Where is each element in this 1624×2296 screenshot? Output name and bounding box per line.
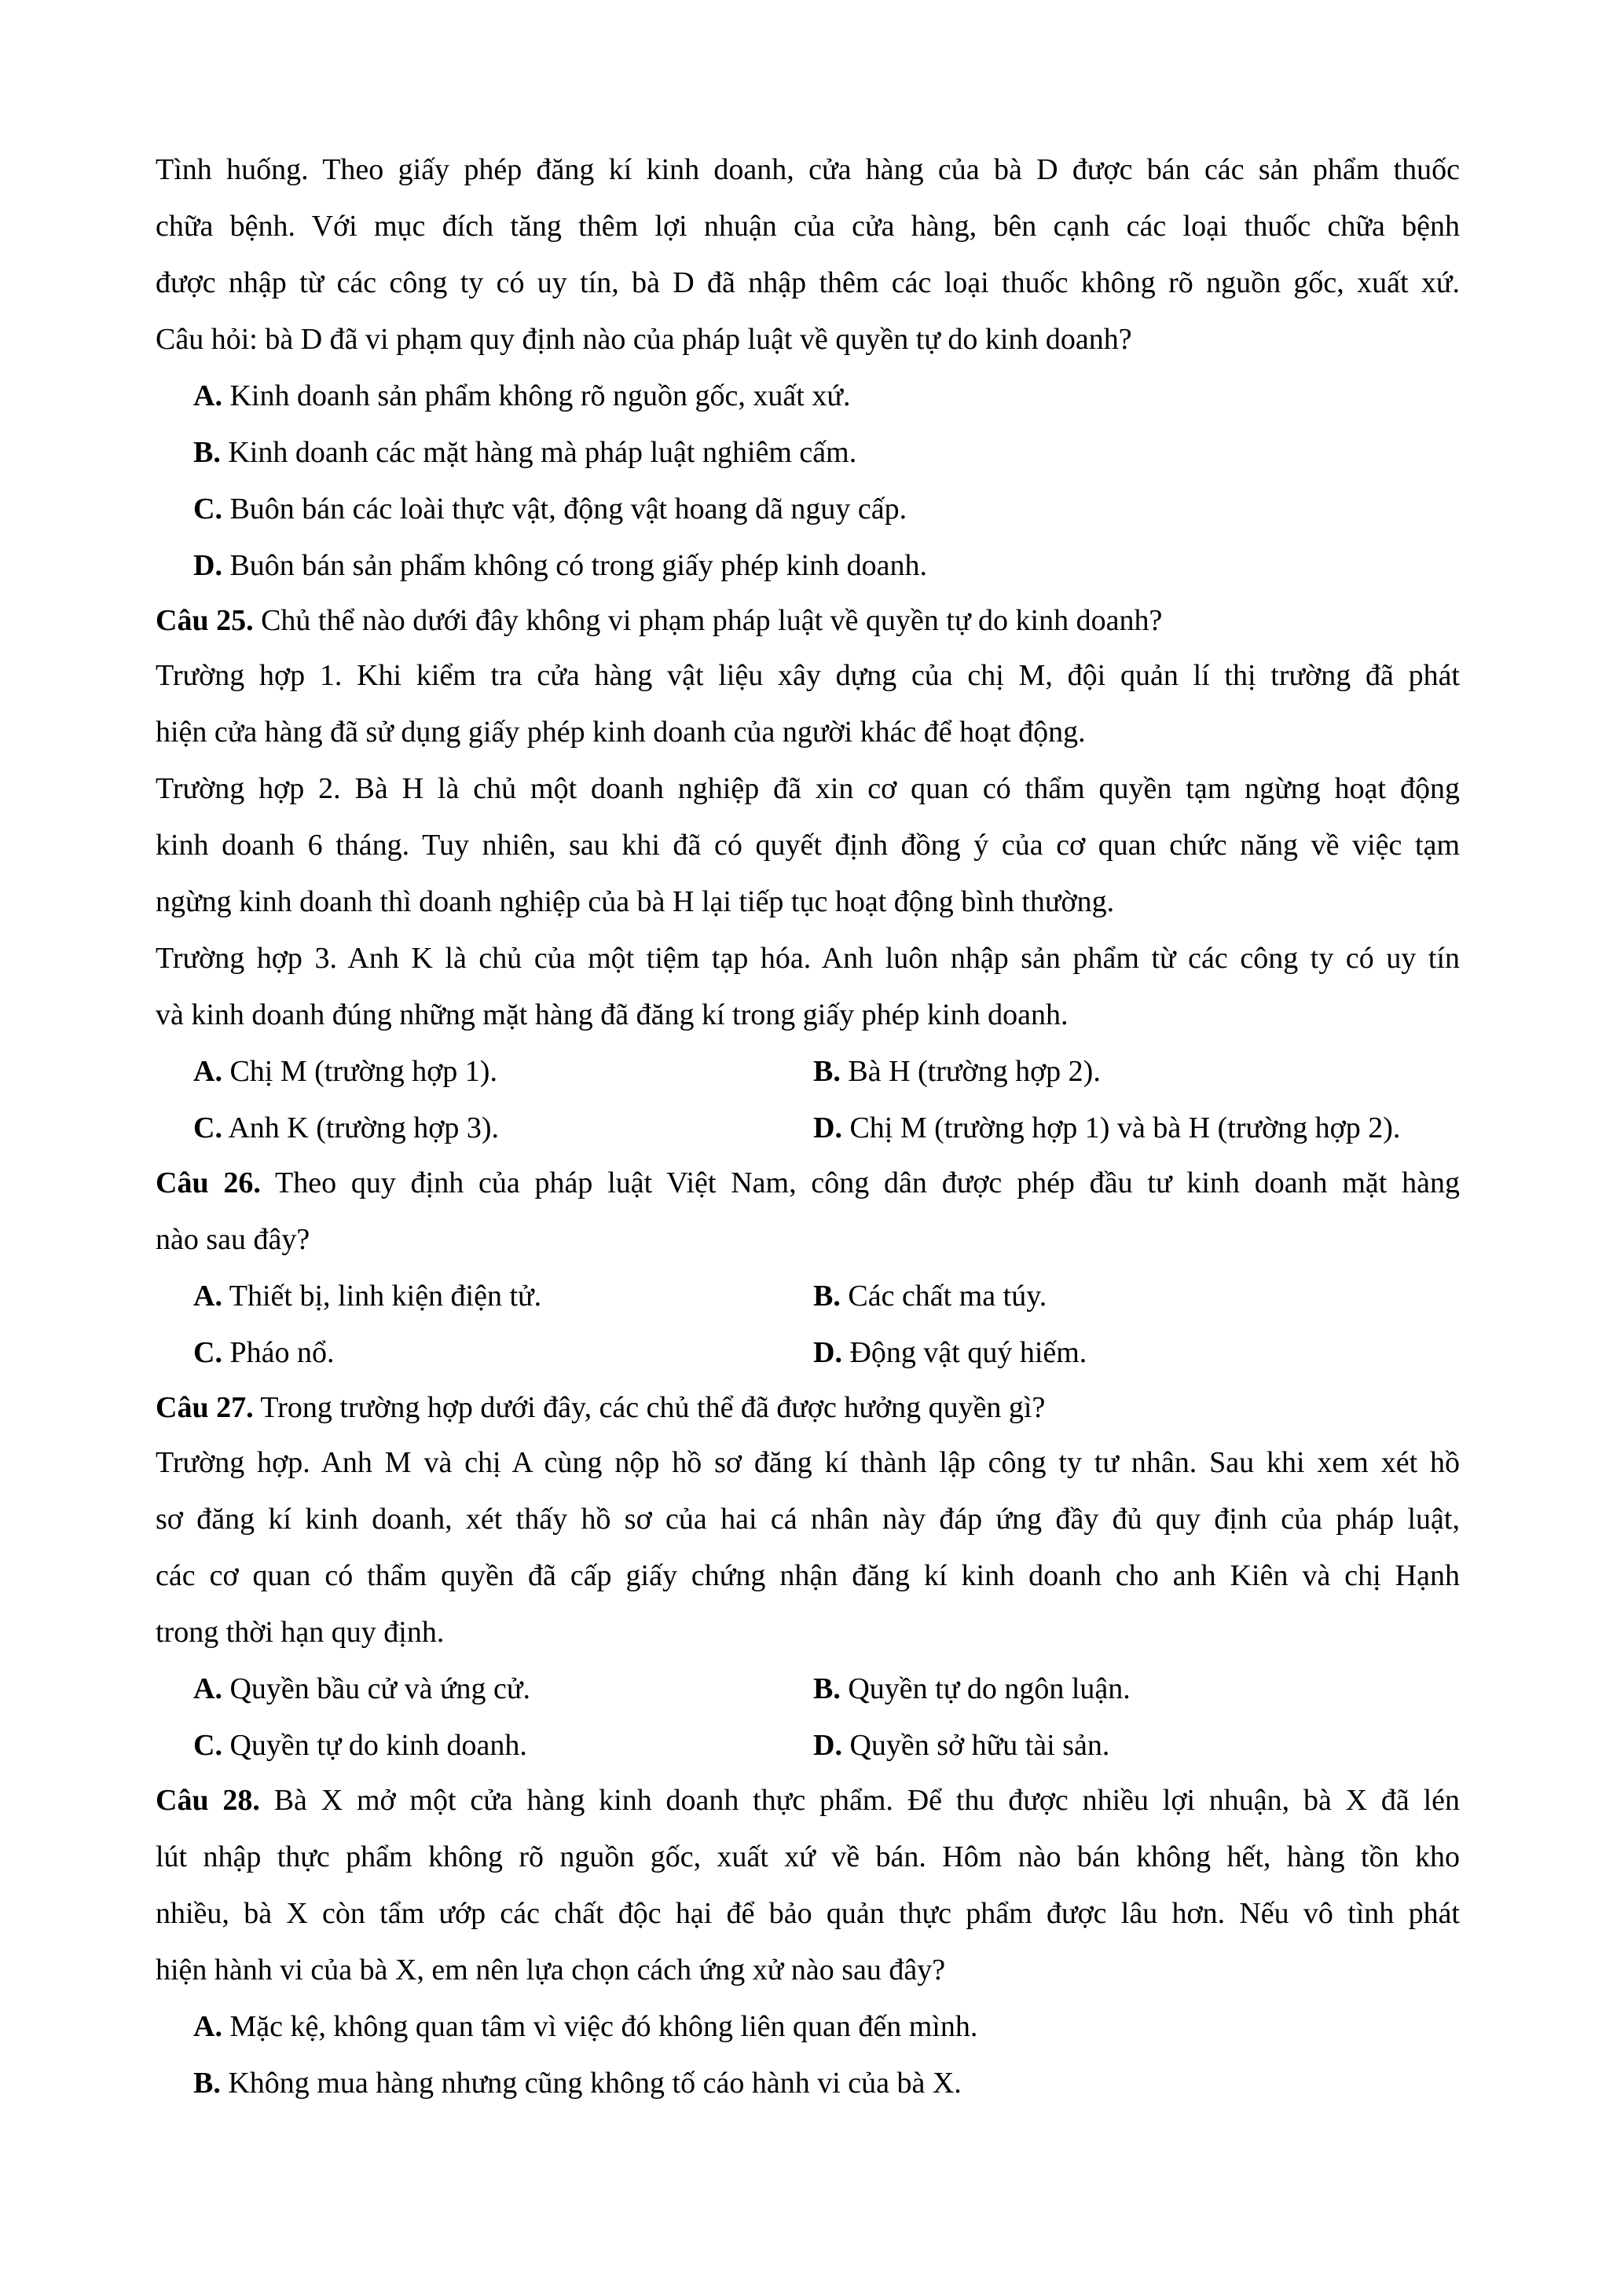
- question-text: lút nhập thực phẩm không rõ nguồn gốc, xuất xứ về bán. Hôm nào bán không hết, hàng tồn kho: [156, 1840, 1460, 1873]
- answer-option-a: A. Mặc kệ, không quan tâm vì việc đó không liên quan đến mình.: [193, 2010, 978, 2043]
- answer-option-c: C. Quyền tự do kinh doanh.: [193, 1729, 527, 1762]
- case-line: kinh doanh 6 tháng. Tuy nhiên, sau khi đã có quyết định đồng ý của cơ quan chức năng về việc tạm: [156, 829, 1460, 862]
- answer-option-a: A. Chị M (trường hợp 1).: [193, 1055, 497, 1088]
- case-line: ngừng kinh doanh thì doanh nghiệp của bà H lại tiếp tục hoạt động bình thường.: [156, 885, 1115, 918]
- answer-option-d: D. Chị M (trường hợp 1) và bà H (trường hợp 2).: [813, 1111, 1401, 1144]
- situation-line: Tình huống. Theo giấy phép đăng kí kinh doanh, cửa hàng của bà D được bán các sản phẩm thuốc: [156, 153, 1460, 186]
- question-text: nhiều, bà X còn tẩm ướp các chất độc hại để bảo quản thực phẩm được lâu hơn. Nếu vô tình phát: [156, 1897, 1460, 1930]
- question-label: Câu 27.: [156, 1391, 254, 1424]
- answer-option-c: C. Anh K (trường hợp 3).: [193, 1111, 500, 1144]
- situation-line: chữa bệnh. Với mục đích tăng thêm lợi nhuận của cửa hàng, bên cạnh các loại thuốc chữa bệnh: [156, 210, 1460, 243]
- answer-option-a: A. Quyền bầu cử và ứng cử.: [193, 1672, 531, 1705]
- question-text: hiện hành vi của bà X, em nên lựa chọn cách ứng xử nào sau đây?: [156, 1954, 946, 1987]
- question-label: Câu 26.: [156, 1166, 261, 1199]
- question-text: nào sau đây?: [156, 1223, 310, 1256]
- case-line: trong thời hạn quy định.: [156, 1616, 445, 1649]
- case-line: Trường hợp 1. Khi kiểm tra cửa hàng vật liệu xây dựng của chị M, đội quản lí thị trường đã phát: [156, 659, 1460, 692]
- answer-option-a: A. Thiết bị, linh kiện điện tử.: [193, 1280, 542, 1313]
- case-line: các cơ quan có thẩm quyền đã cấp giấy chứng nhận đăng kí kinh doanh cho anh Kiên và chị Hạnh: [156, 1559, 1460, 1592]
- question-27: Câu 27. Trong trường hợp dưới đây, các chủ thể đã được hưởng quyền gì?: [156, 1391, 1046, 1424]
- question-28: Câu 28. Bà X mở một cửa hàng kinh doanh thực phẩm. Để thu được nhiều lợi nhuận, bà X đã lén: [156, 1784, 1460, 1817]
- answer-option-d: D. Động vật quý hiếm.: [813, 1336, 1087, 1369]
- question-text: Câu hỏi: bà D đã vi phạm quy định nào của pháp luật về quyền tự do kinh doanh?: [156, 323, 1132, 356]
- case-line: Trường hợp. Anh M và chị A cùng nộp hồ sơ đăng kí thành lập công ty tư nhân. Sau khi xem xét hồ: [156, 1446, 1460, 1479]
- situation-line: được nhập từ các công ty có uy tín, bà D đã nhập thêm các loại thuốc không rõ nguồn gốc, xuất xứ.: [156, 266, 1460, 299]
- case-line: Trường hợp 2. Bà H là chủ một doanh nghiệp đã xin cơ quan có thẩm quyền tạm ngừng hoạt động: [156, 772, 1460, 805]
- case-line: sơ đăng kí kinh doanh, xét thấy hồ sơ của hai cá nhân này đáp ứng đầy đủ quy định của pháp luật,: [156, 1503, 1460, 1536]
- case-line: hiện cửa hàng đã sử dụng giấy phép kinh doanh của người khác để hoạt động.: [156, 716, 1086, 749]
- answer-option-d: D. Quyền sở hữu tài sản.: [813, 1729, 1110, 1762]
- question-label: Câu 25.: [156, 604, 254, 637]
- answer-option-c: C. Buôn bán các loài thực vật, động vật hoang dã nguy cấp.: [193, 493, 907, 525]
- answer-option-b: B. Kinh doanh các mặt hàng mà pháp luật nghiêm cấm.: [193, 436, 857, 469]
- answer-option-b: B. Không mua hàng nhưng cũng không tố cáo hành vi của bà X.: [193, 2067, 962, 2100]
- answer-option-b: B. Quyền tự do ngôn luận.: [813, 1672, 1131, 1705]
- answer-option-d: D. Buôn bán sản phẩm không có trong giấy phép kinh doanh.: [193, 549, 928, 582]
- answer-option-b: B. Bà H (trường hợp 2).: [813, 1055, 1101, 1088]
- case-line: và kinh doanh đúng những mặt hàng đã đăng kí trong giấy phép kinh doanh.: [156, 998, 1069, 1031]
- case-line: Trường hợp 3. Anh K là chủ của một tiệm tạp hóa. Anh luôn nhập sản phẩm từ các công ty có uy tín: [156, 942, 1460, 975]
- answer-option-b: B. Các chất ma túy.: [813, 1280, 1047, 1313]
- answer-option-a: A. Kinh doanh sản phẩm không rõ nguồn gốc, xuất xứ.: [193, 379, 851, 412]
- question-26: Câu 26. Theo quy định của pháp luật Việt Nam, công dân được phép đầu tư kinh doanh mặt hàng: [156, 1166, 1461, 1199]
- question-25: Câu 25. Chủ thể nào dưới đây không vi phạm pháp luật về quyền tự do kinh doanh?: [156, 604, 1163, 637]
- question-label: Câu 28.: [156, 1784, 260, 1817]
- answer-option-c: C. Pháo nổ.: [193, 1336, 335, 1369]
